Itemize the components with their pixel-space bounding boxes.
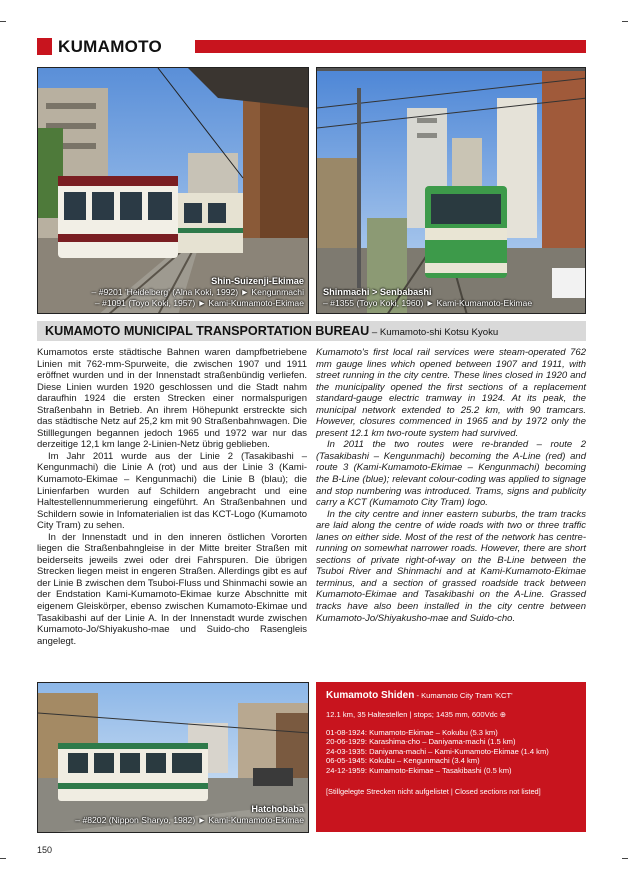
info-title-main: Kumamoto Shiden: [326, 690, 415, 701]
photo-caption: [75, 804, 304, 826]
english-text-column: [316, 347, 586, 624]
photo-shin-suizenji: [37, 67, 309, 314]
chapter-title: KUMAMOTO: [58, 37, 163, 56]
german-text-column: [37, 347, 307, 647]
chapter-header: [37, 38, 586, 55]
caption-line: – #8202 (Nippon Sharyo, 1982) ► Kami-Kumamoto-Ekimae: [75, 815, 304, 825]
crop-mark: [0, 21, 6, 22]
info-box-title: [326, 690, 576, 701]
english-paragraph: In 2011 the two routes were re-branded – route 2 (Tasakibashi – Kengunmachi) becoming the A-Line (red) and route 3 (Kami-Kumamoto-Ekimae – Kengunmachi) becoming the B-Line (blue); relevant colour-coding was applied to signage and stop numbering was introduced. Trams, signs and publicity carry a KCT (Kumamoto City Tram) logo.: [316, 439, 586, 509]
route-info-box: [316, 682, 586, 832]
photo-shinmachi: [316, 67, 586, 314]
photo-caption: [92, 276, 304, 309]
tram-scene-image: [317, 68, 586, 314]
crop-mark: [622, 858, 628, 859]
opening-dates-list: [326, 728, 576, 775]
photo-caption: [323, 287, 532, 309]
opening-date-item: 24-03-1935: Daniyama-machi – Kami-Kumamoto-Ekimae (1.4 km): [326, 746, 549, 756]
info-box-spec: 12.1 km, 35 Haltestellen | stops; 1435 mm, 600Vdc ⊕: [326, 710, 507, 719]
english-paragraph: In the city centre and inner eastern suburbs, the tram tracks are laid along the centre of wide roads with two or three traffic lanes on either side. Most of the rest of the network has centre-running on somewhat narrower roads. However, there are short sections of private right-of-way on the B-Line between the Tsuboi River and Shinmachi and at Kami-Kumamoto-Ekimae terminus, and a section of grassed roadside track between Kumamoto-Ekimae and Tasakibashi on the A-Line. Grassed tracks have also been installed in the city centre between Kumamoto-Jo/Shiyakusho-mae and Suido-cho.: [316, 508, 586, 624]
german-paragraph: Im Jahr 2011 wurde aus der Linie 2 (Tasakibashi – Kengunmachi) die Linie A (rot) und aus der Linie 3 (Kami-Kumamoto-Ekimae – Kengunmachi) die Linie B (blau); die Linienfarben wurden auf Schildern angebracht und eine Haltestellennummerierung eingeführt. An Straßenbahnen und Schildern sowie in Infomaterialien ist das KCT-Logo (Kumamoto City Tram) zu sehen.: [37, 450, 307, 532]
section-heading-bar: [37, 321, 586, 341]
english-paragraph: Kumamoto's first local rail services were steam-operated 762 mm gauge lines which opened between 1907 and 1911, with street running in the city centre. These lines closed in 1920 and the municipality opened the first sections of a replacement standard-gauge electric tramway in 1924. At its peak, the municipal network extended to 25.2 km, with 90 tramcars. However, closures commenced in 1965 and by 1972 only the present 12.1 km two-route system had survived.: [316, 347, 586, 439]
opening-date-item: 24-12-1959: Kumamoto-Ekimae – Tasakibashi (0.5 km): [326, 765, 512, 775]
section-heading: [45, 324, 498, 338]
caption-line: – #1355 (Toyo Koki, 1960) ► Kami-Kumamoto-Ekimae: [323, 298, 533, 308]
header-red-bar: [195, 40, 586, 53]
info-box-note: [Stillgelegte Strecken nicht aufgelistet | Closed sections not listed]: [326, 787, 541, 797]
section-subtitle: – Kumamoto-shi Kotsu Kyoku: [369, 327, 499, 338]
crop-mark: [0, 858, 6, 859]
opening-date-item: 06-05-1945: Kokubu – Kengunmachi (3.4 km): [326, 756, 480, 766]
caption-place: Shin-Suizenji-Ekimae: [211, 276, 304, 286]
caption-place: Shinmachi > Senbabashi: [323, 287, 432, 297]
caption-line: – #9201 'Heidelberg' (Alna Koki, 1992) ► Kengunmachi: [91, 287, 304, 297]
crop-mark: [622, 21, 628, 22]
caption-line: – #1091 (Toyo Koki, 1957) ► Kami-Kumamoto-Ekimae: [94, 298, 304, 308]
photo-hatchobaba: [37, 682, 309, 833]
caption-place: Hatchobaba: [251, 804, 304, 814]
page-number: 150: [37, 845, 53, 855]
section-title: KUMAMOTO MUNICIPAL TRANSPORTATION BUREAU: [45, 324, 370, 338]
german-paragraph: In der Innenstadt und in den inneren östlichen Vororten liegen die Straßenbahngleise in der Mitte breiter Straßen mit beiderseits jeweils zwei oder drei Fahrspuren. Die übrigen Strecken liegen meist in engeren Straßen. Allerdings gibt es auf der Linie B zwischen dem Tsuboi-Fluss und Shinmachi sowie an der Endstation Kami-Kumamoto-Ekimae kurze Abschnitte mit eigenem Gleiskörper, ebenso zwischen Kumamoto-Ekimae und Tasakibashi auf der Linie A. In der Innenstadt wurde zwischen Kumamoto-Jo/Shiyakusho-mae und Suido-cho Rasengleis angelegt.: [37, 531, 307, 647]
header-red-square: [37, 38, 52, 55]
opening-date-item: 01-08-1924: Kumamoto-Ekimae – Kokubu (5.3 km): [326, 728, 498, 737]
opening-date-item: 20-06-1929: Karashima-cho – Daniyama-machi (1.5 km): [326, 737, 516, 747]
german-paragraph: Kumamotos erste städtische Bahnen waren dampfbetriebene Linien mit 762-mm-Spurweite, die zwischen 1907 und 1911 eröffnet wurden und in der Innenstadt straßenbündig verliefen. Diese Linien wurden 1920 geschlossen und die Stadt nahm daraufhin 1924 die ersten Strecken einer normalspurigen Straßenbahn in Betrieb. An ihrem Höhepunkt erstreckte sich das städtische Netz auf 25,2 km mit 90 Straßenbahnwagen. Die Stilllegungen begannen jedoch 1965 und 1972 war nur das derzeitige 12,1 km lange 2-Linien-Netz übrig geblieben.: [37, 347, 307, 451]
info-title-sub: - Kumamoto City Tram 'KCT': [414, 691, 513, 700]
